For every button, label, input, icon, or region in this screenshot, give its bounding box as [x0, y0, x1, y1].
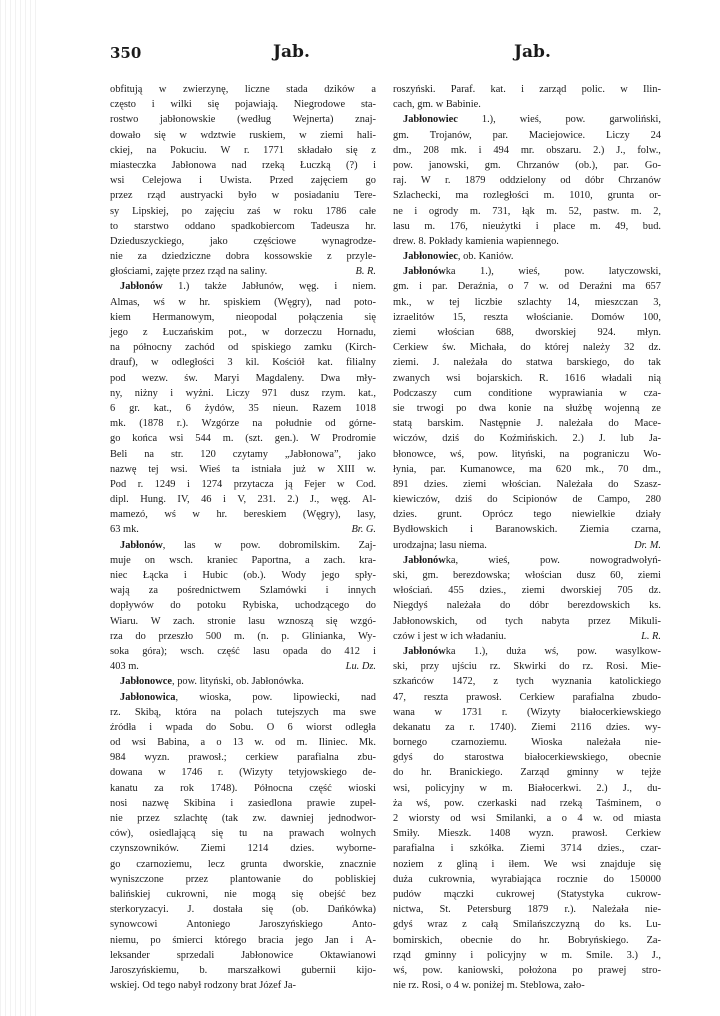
- text-line: zwanych wsi bojarskich. R. 1616 władali nią: [393, 372, 661, 384]
- text-line: lasu m. 176, nieużytki i place m. 49, bud.: [393, 220, 661, 232]
- text-line: łynia, par. Kumanowce, ma 620 mk., 70 dm.,: [393, 463, 661, 475]
- running-head-right: Jab.: [514, 42, 551, 62]
- text-line: czów i jest w ich władaniu. L. R.: [393, 630, 661, 642]
- text-line: sy Lipskiej, po zajęciu zaś w roku 1786 całe: [110, 205, 376, 217]
- text-line: Jabłonówka 1.), wieś, pow. latyczowski,: [403, 266, 661, 278]
- text-line: nazwę tej wsi. Wieś ta istniała już w XIII w.: [110, 463, 376, 475]
- text-line: często i wilki się pojawiają. Niegrodowe sta-: [110, 99, 376, 111]
- text-line: dekanatu za r. 1740). Ziemi 2116 dzies. wy-: [393, 721, 661, 733]
- text-line: Podczaszy cum conditione wyprawiania w cza-: [393, 387, 661, 399]
- text-line: Jabłonowskich, od tych nabyta przez Mikuli-: [393, 615, 661, 627]
- text-line: bornego czarnoziemu. Wioska należała nie-: [393, 737, 661, 749]
- text-line: gdyś do starostwa białocerkiewskiego, obecnie: [393, 752, 661, 764]
- text-line: Almas, wś w hr. spiskiem (Węgry), nad poto-: [110, 296, 376, 308]
- text-line: synowcowi Antoniego Jaroszyńskiego Anto-: [110, 919, 376, 931]
- text-line: ny, niżny i wyżni. Liczy 971 dusz rzym. kat.,: [110, 387, 376, 399]
- text-line: cach, gm. w Babinie.: [393, 99, 481, 111]
- text-line: go końca wsi 544 m. (szt. gen.). W Prodromie: [110, 433, 376, 445]
- text-line: mk., w tej liczbie szlachty 14, mieszczan 3,: [393, 296, 661, 308]
- text-line: Wiaru. W zach. stronie lasu wznoszą się wzgó-: [110, 615, 376, 627]
- text-line: noziem z gliną i iłem. We wsi znajduje się: [393, 858, 661, 870]
- text-line: wają za pośrednictwem Szlamówki i innych: [110, 585, 376, 597]
- text-line: urodzajna; lasu niema. Dr. M.: [393, 539, 661, 551]
- text-line: ców), osiedlającą się tu na prawach wolnych: [110, 828, 376, 840]
- running-head-left: Jab.: [273, 42, 310, 62]
- text-line: gdyś wraz z całą Smilańszczyzną do ks. Lu-: [393, 919, 661, 931]
- text-line: kiem Hermanowym, nieopodal połączenia się: [110, 311, 376, 323]
- text-line: 2 wiorsty od wsi Smilanki, a o 4 w. od miasta: [393, 813, 661, 824]
- text-line: pudów mączki cukrowej (Statystyka cukrow-: [393, 888, 661, 900]
- text-line: ski, przy ujściu rz. Skwirki do rz. Rosi. Mie-: [393, 661, 661, 673]
- text-line: dm., 208 mk. i 494 mr. obszaru. 2.) J., folw.,: [393, 144, 661, 156]
- left-text-column: [110, 82, 376, 992]
- text-line: pod wezw. św. Maryi Magdaleny. Dwa mły-: [110, 372, 376, 384]
- text-line: Pod r. 1249 i 1274 przytacza ją Fejer w Cod.: [110, 478, 376, 490]
- text-line: Jabłonowiec, ob. Kaniów.: [403, 251, 514, 263]
- text-line: niemu, po śmierci którego bracia jego Jan i A-: [110, 934, 376, 946]
- text-line: Dzieduszyckiego, jako częściowe wynagrodze-: [110, 235, 376, 247]
- right-text-column: [393, 82, 661, 992]
- text-line: ża wś, pow. czerkaski nad rzeką Taśminem, o: [393, 797, 661, 809]
- text-line: wyniszczone przez plantowanie do pobliskiej: [110, 873, 376, 885]
- page-header: [110, 40, 640, 66]
- text-line: 47, reszta prawosł. Cerkiew parafialna zbudo-: [393, 691, 661, 703]
- text-line: 63 mk. Br. G.: [110, 524, 376, 536]
- text-line: Jabłonowce, pow. lityński, ob. Jabłonówka.: [120, 676, 304, 688]
- text-line: Jabłonowiec 1.), wieś, pow. garwoliński,: [403, 114, 661, 126]
- text-line: balińskiej cukrowni, nie mogą się obejść bez: [110, 888, 376, 900]
- text-line: parafialna i szkółka. Ziemi 3714 dzies., czar-: [393, 843, 661, 855]
- text-line: roszyński. Paraf. kat. i zarząd polic. w Ilin-: [393, 84, 661, 95]
- text-line: 403 m. Lu. Dz.: [110, 661, 376, 673]
- text-line: muje on wsch. kraniec Paportna, a zach. kra-: [110, 554, 376, 566]
- text-line: drew. 8. Pokłady kamienia wapiennego.: [393, 235, 559, 247]
- text-line: leksander sprzedali Jabłonowice Oktawianowi: [110, 949, 376, 961]
- text-line: miasteczka Jabłonowa nad rzeką Łuczką (?) i: [110, 159, 376, 171]
- text-line: ne i ogrody m. 731, łąk m. 52, pastw. m. 2,: [393, 205, 661, 217]
- text-line: ziemi włościan 688, dworskiej 924. młyn.: [393, 327, 661, 338]
- text-line: od wsi Babina, a o 13 w. od m. Iliniec. Mk.: [110, 737, 376, 749]
- text-line: Szlachecki, ma rozległości m. 1010, grunta or-: [393, 190, 661, 202]
- text-line: sterkoryzacyi. J. dostała się (ob. Dańkówka): [110, 904, 376, 916]
- text-line: nictwa, St. Petersburg 1879 r.). Należała nie-: [393, 904, 661, 916]
- text-line: drauf), w odległości 3 kil. Kościół kat. filialny: [110, 357, 376, 369]
- text-line: go czarnoziemu, lecz grunta dworskie, znacznie: [110, 858, 376, 870]
- text-line: Cerkiew św. Michała, do której należy 32 dz.: [393, 342, 661, 354]
- text-line: gm. i par. Deraźnia, o 7 w. od Deraźni ma 657: [393, 281, 661, 293]
- text-line: ziemi. J. należała do statwa barskiego, do tak: [393, 357, 661, 369]
- text-line: wana w 1731 r. (Wizyty białocerkiewskiego: [393, 706, 661, 718]
- text-line: Smiły. Mieszk. 1408 wyzn. prawosł. Cerkiew: [393, 828, 661, 840]
- text-line: Niegdyś należała do dóbr berezdowskich ks.: [393, 600, 661, 612]
- text-line: głościami, zajęte przez rząd na saliny. B. R.: [110, 266, 376, 278]
- text-line: obfitują w zwierzynę, liczne stada dzików a: [110, 84, 376, 95]
- text-line: kanatu za rok 1748). Północna część wioski: [110, 782, 376, 794]
- text-line: mk. (1878 r.). Wzgórze na południe od górne-: [110, 418, 376, 430]
- text-line: Bydłowskich i Baranowskich. Ziemia czarna,: [393, 524, 661, 536]
- text-line: dipl. Hung. IV, 46 i V, 231. 2.) J., węg. Al-: [110, 494, 376, 506]
- text-line: 6 gr. kat., 6 żydów, 35 nieun. Razem 1018: [110, 402, 376, 414]
- text-line: przez rząd austryacki było w posiadaniu Tere-: [110, 190, 376, 202]
- text-line: Jabłonów, las w pow. dobromilskim. Zaj-: [120, 539, 376, 551]
- text-line: błonowce, wś, pow. lityński, na pograniczu Wo-: [393, 448, 661, 460]
- text-line: Jabłonowica, wioska, pow. lipowiecki, nad: [120, 691, 376, 703]
- text-line: rostwo jabłonowskie (według Wejnerta) znaj-: [110, 114, 376, 126]
- text-line: włościań. 455 dzies., ziemi dworskiej 705 dz.: [393, 585, 661, 597]
- text-line: bomirskich, obecnie do hr. Bobryńskiego. Za-: [393, 934, 661, 946]
- text-line: raj. W r. 1879 oddzielony od dóbr Chrzanów: [393, 175, 661, 187]
- text-line: wsi, policyjny w m. Białocerkwi. 2.) J., du-: [393, 782, 661, 794]
- text-line: Beli na str. 120 czytamy „Jabłonowa”, jako: [110, 448, 376, 460]
- text-line: 984 wyzn. prawosł.; cerkiew parafialna zbu-: [110, 752, 376, 764]
- text-line: ski, gm. berezdowska; włościan dusz 60, ziemi: [393, 570, 661, 581]
- text-line: Jaroszyńskiemu, b. marszałkowi gubernii kijo-: [110, 964, 376, 976]
- text-line: sie trwogi po dwa konie na służbę wojenną ze: [393, 402, 661, 414]
- text-line: Jabłonówka, wieś, pow. nowogradwołyń-: [403, 554, 661, 566]
- text-line: nie przez szlachtę (tak zw. dawniej jednodwor-: [110, 813, 376, 824]
- page-number: 350: [110, 44, 142, 62]
- text-line: nie za dziedziczne dobra kossowskie z przyle-: [110, 251, 376, 263]
- text-line: niec Łącka i Hubic (ob.). Wody jego spły-: [110, 570, 376, 581]
- text-line: czynszowników. Ziemi 1214 dzies. wyborne-: [110, 843, 376, 855]
- text-line: dowało się w wdztwie ruskiem, w ziemi hali-: [110, 129, 376, 141]
- text-line: nosi nazwę Skibina i zasiedlona prawie zupeł-: [110, 797, 376, 809]
- text-line: rza do przeszło 500 m. (n. p. Glinianka, Wy-: [110, 630, 376, 642]
- text-line: szkańców 1472, z tych wyznania katolickiego: [393, 676, 661, 688]
- text-line: izraelitów 15, reszta włościanie. Domów 100,: [393, 311, 661, 323]
- text-line: wskiej. Od tego nabył rodzony brat Józef Ja-: [110, 980, 296, 992]
- text-line: dzies. grunt. Oprócz tego niewielkie działy: [393, 509, 661, 521]
- text-line: Jabłonówka 1.), duża wś, pow. wasylkow-: [403, 645, 661, 657]
- text-line: do hr. Branickiego. Zarząd gminny w tejże: [393, 767, 661, 779]
- text-line: rz. Skibą, która na polach tutejszych ma swe: [110, 706, 376, 718]
- text-line: rząd gminny i policyjny w m. Smile. 3.) J.,: [393, 949, 661, 961]
- text-line: to starstwo oddano spadkobiercom Tadeusza hr.: [110, 220, 376, 232]
- scan-edge-texture: [0, 0, 38, 1016]
- text-line: pow. janowski, gm. Chrzanów (ob.), par. Go-: [393, 159, 661, 171]
- text-line: statą barskim. Następnie J. należała do Mace-: [393, 418, 661, 430]
- text-line: wsi Celejowa i Uwista. Przed zajęciem go: [110, 175, 376, 187]
- text-line: kiewiczów, dziś do Scipionów de Campo, 280: [393, 494, 661, 506]
- text-line: dopływów do potoku Rybiska, uchodzącego do: [110, 600, 376, 612]
- text-line: gm. Trojanów, par. Maciejowice. Liczy 24: [393, 129, 661, 141]
- text-line: dowana w 1746 r. (Wizyty tetyjowskiego de-: [110, 767, 376, 779]
- text-line: na północny zachód od spiskiego zamku (Kirch-: [110, 342, 376, 354]
- text-line: nie rz. Rosi, o 4 w. poniżej m. Steblowa, zało-: [393, 980, 585, 992]
- text-line: 891 dzies. ziemi włościan. Należała do Szasz-: [393, 478, 661, 490]
- text-line: mamezó, wś w hr. bereskiem (Węgry), lasy,: [110, 509, 376, 521]
- text-line: źródła i wpada do Sobu. O 6 wiorst odległa: [110, 721, 376, 733]
- text-line: soka góra); wsch. część lasu opada do 412 i: [110, 645, 376, 657]
- text-line: jego z Łuczańskim pot., w dorzeczu Hornadu,: [110, 327, 376, 338]
- text-line: Jabłonów 1.) także Jabłunów, węg. i niem.: [120, 281, 376, 293]
- text-line: ckiej, na Pokuciu. W r. 1771 składało się z: [110, 144, 376, 156]
- text-line: wiczów, dziś do Koźmińskich. 2.) J. lub Ja-: [393, 433, 661, 445]
- text-line: duża cukrownia, wyrabiająca rocznie do 150000: [393, 873, 661, 885]
- text-line: wś, pow. kaniowski, położona po prawej stro-: [393, 964, 661, 976]
